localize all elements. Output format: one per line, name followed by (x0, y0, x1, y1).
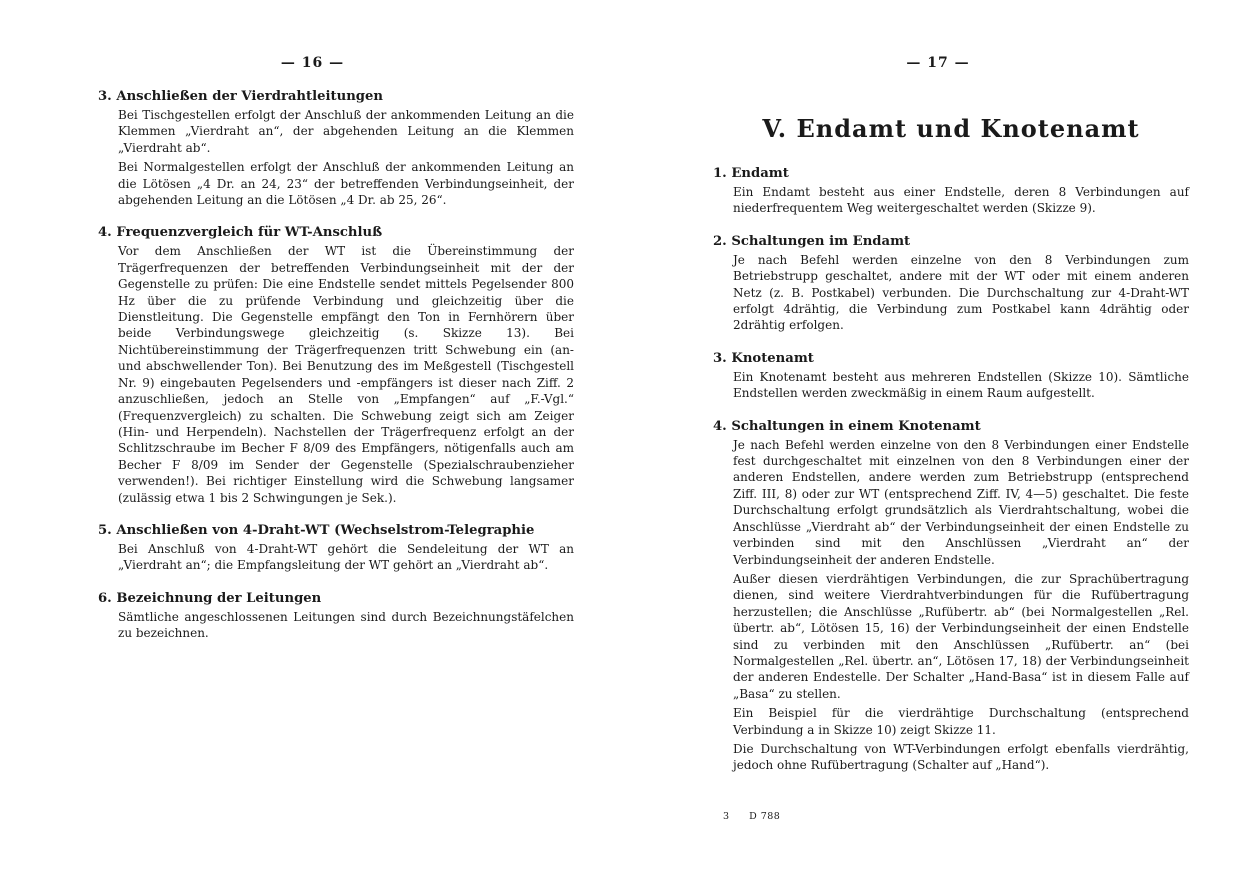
section (713, 165, 1189, 217)
section (98, 590, 574, 642)
section-title: 3. Knotenamt (713, 350, 814, 366)
section-title: 5. Anschließen von 4-Draht-WT (Wechselstrom-Telegraphie (98, 522, 535, 538)
paragraph: Sämtliche angeschlossenen Leitungen sind durch Bezeichnungstäfelchen zu bezeichnen. (118, 609, 574, 641)
paragraph: Bei Tischgestellen erfolgt der Anschluß der ankommenden Leitung an die Klemmen „Vierdraht an“, der abgehenden Leitung an die Klemmen „Vierdraht ab“. (118, 108, 574, 155)
page-number: — 16 — (280, 55, 345, 71)
paragraph: Je nach Befehl werden einzelne von den 8 Verbindungen zum Betriebstrupp geschaltet, andere mit der WT oder mit einem anderen Netz (z. B. Postkabel) verbunden. Die Durchschaltung zur 4-Draht-WT erfolgt 4drähtig, die Verbindung zum Postkabel kann 4drähtig oder 2drähtig erfolgen. (733, 252, 1189, 333)
section-title: 2. Schaltungen im Endamt (713, 233, 911, 249)
right-page (625, 0, 1251, 877)
section-title: 6. Bezeichnung der Leitungen (98, 590, 322, 606)
paragraph: Bei Anschluß von 4-Draht-WT gehört die Sendeleitung der WT an „Vierdraht an“; die Empfangsleitung der WT gehört an „Vierdraht ab“. (118, 541, 574, 573)
section-title: 1. Endamt (713, 166, 789, 181)
section-title: 4. Frequenzvergleich für WT-Anschluß (98, 225, 383, 241)
section (713, 233, 1189, 334)
section (98, 224, 574, 506)
footer-signature (723, 811, 796, 822)
paragraph: Ein Endamt besteht aus einer Endstelle, deren 8 Verbindungen auf niederfrequentem Weg weitergeschaltet werden (Skizze 9). (733, 185, 1189, 216)
paragraph: Ein Beispiel für die vierdrähtige Durchschaltung (entsprechend Verbindung a in Skizze 10) zeigt Skizze 11. (733, 706, 1189, 737)
section (98, 522, 574, 574)
chapter-title: V. Endamt und Knotenamt (762, 114, 1140, 143)
left-content (98, 88, 574, 658)
section (713, 418, 1189, 774)
right-content (713, 108, 1189, 790)
section (713, 350, 1189, 402)
section (98, 88, 574, 208)
paragraph: Die Durchschaltung von WT-Verbindungen erfolgt ebenfalls vierdrähtig, jedoch ohne Rufübertragung (Schalter auf „Hand“). (733, 741, 1189, 773)
paragraph: Je nach Befehl werden einzelne von den 8 Verbindungen einer Endstelle fest durchgeschaltet mit einzelnen von den 8 Verbindungen einer der anderen Endstellen, andere werden zum Betriebstrupp (entsprechend Ziff. III, 8) oder zur WT (entsprechend Ziff. IV, 4—5) geschaltet. Die feste Durchschaltung erfolgt grundsätzlich als Vierdrahtschaltung, wobei die Anschlüsse „Vierdraht ab“ der Verbindungseinheit der einen Endstelle zu verbinden sind mit den Anschlüssen „Vierdraht an“ der Verbindungseinheit der anderen Endstelle. (733, 437, 1189, 567)
paragraph: Bei Normalgestellen erfolgt der Anschluß der ankommenden Leitung an die Lötösen „4 Dr. an 24, 23“ der betreffenden Verbindungseinheit, der abgehenden Leitung an die Lötösen „4 Dr. ab 25, 26“. (118, 160, 574, 208)
paragraph: Ein Knotenamt besteht aus mehreren Endstellen (Skizze 10). Sämtliche Endstellen werden zweckmäßig in einem Raum aufgestellt. (733, 369, 1189, 401)
sheet-number: 3 (723, 811, 730, 822)
document-code: D 788 (749, 811, 781, 822)
page-number: — 17 — (906, 55, 970, 71)
section-title: 4. Schaltungen in einem Knotenamt (713, 418, 981, 434)
paragraph: Vor dem Anschließen der WT ist die Übereinstimmung der Trägerfrequenzen der betreffenden Verbindungseinheit mit der der Gegenstelle zu prüfen: Die eine Endstelle sendet mittels Pegelsender 800 Hz über die zu prüfende Verbindung und gleichzeitig über die Dienstleitung. Die Gegenstelle empfängt den Ton in Fernhörern über beide Verbindungswege gleichzeitig (s. Skizze 13). Bei Nichtübereinstimmung der Trägerfrequenzen tritt Schwebung ein (an- und abschwellender Ton). Bei Benutzung des im Meßgestell (Tischgestell Nr. 9) eingebauten Pegelsenders und -empfängers ist dieser nach Ziff. 2 anzuschließen, jedoch an Stelle von „Empfangen“ auf „F.-Vgl.“ (Frequenzvergleich) zu schalten. Die Schwebung zeigt sich am Zeiger (Hin- und Herpendeln). Nachstellen der Trägerfrequenz erfolgt an der Schlitzschraube im Becher F 8/09 des Empfängers, nötigenfalls auch am Becher F 8/09 im Sender der Gegenstelle (Spezialschraubenzieher verwenden!). Bei richtiger Einstellung wird die Schwebung langsamer (zulässig etwa 1 bis 2 Schwingungen je Sek.). (118, 244, 574, 505)
left-page (0, 0, 625, 877)
section-title: 3. Anschließen der Vierdrahtleitungen (98, 89, 383, 104)
paragraph: Außer diesen vierdrähtigen Verbindungen, die zur Sprachübertragung dienen, sind weitere Vierdrahtverbindungen für die Rufübertragung herzustellen; die Anschlüsse „Rufübertr. ab“ (bei Normalgestellen „Rel. übertr. ab“, Lötösen 15, 16) der Verbindungseinheit der einen Endstelle sind zu verbinden mit den Anschlüssen „Rufübertr. an“ (bei Normalgestellen „Rel. übertr. an“, Lötösen 17, 18) der Verbindungseinheit der anderen Endestelle. Der Schalter „Hand-Basa“ ist in diesem Falle auf „Basa“ zu stellen. (733, 571, 1189, 701)
